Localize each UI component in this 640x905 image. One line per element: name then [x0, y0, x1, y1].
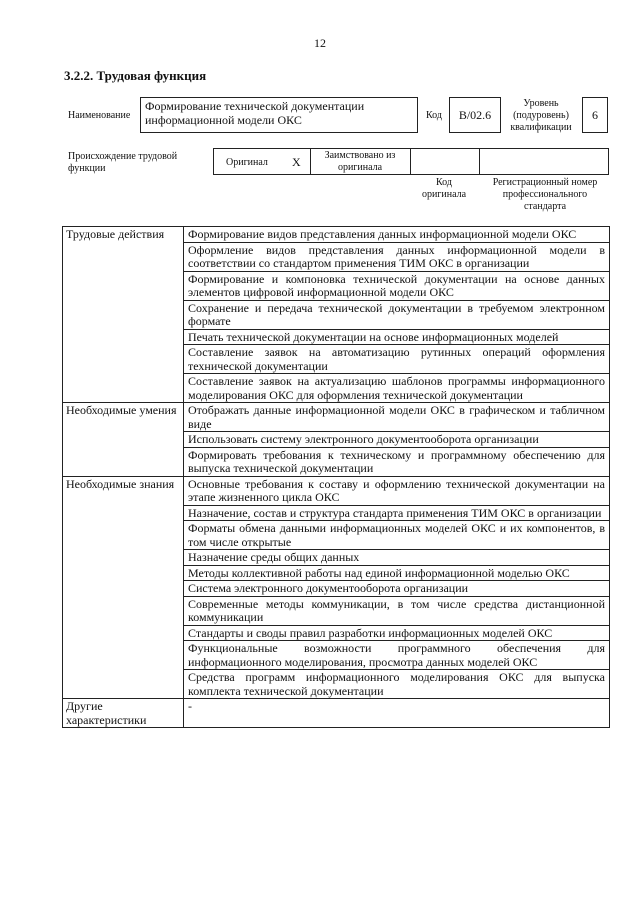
- code-label: Код: [426, 110, 442, 121]
- table-cell: Формирование видов представления данных информационной модели ОКС: [184, 227, 610, 243]
- table-cell: Назначение среды общих данных: [184, 550, 610, 566]
- table-row: [63, 476, 610, 505]
- origin-label: Происхождение трудовой функции: [68, 151, 178, 174]
- table-cell: Формирование и компоновка технической документации на основе данных элементов цифровой информационной модели ОКС: [184, 271, 610, 300]
- level-value: 6: [582, 97, 608, 133]
- name-value: Формирование технической документации информационной модели ОКС: [140, 97, 418, 133]
- page-number: 12: [314, 36, 326, 50]
- original-label: Оригинал: [226, 157, 268, 168]
- table-cell: Печать технической документации на основе информационных моделей: [184, 329, 610, 345]
- table-cell: Методы коллективной работы над единой информационной моделью ОКС: [184, 565, 610, 581]
- origin-box: [213, 148, 609, 175]
- borrowed-label: Заимствовано из оригинала: [324, 150, 396, 173]
- table-cell: Формировать требования к техническому и программному обеспечению для выпуска технической документации: [184, 447, 610, 476]
- divider: [410, 149, 411, 174]
- code-caption: Код оригинала: [421, 177, 467, 200]
- table-row: [63, 403, 610, 432]
- table-cell: -: [184, 699, 610, 728]
- original-mark: X: [292, 155, 301, 169]
- table-cell: Основные требования к составу и оформлению технической документации на этапе жизненного цикла ОКС: [184, 476, 610, 505]
- table-cell: Составление заявок на автоматизацию рутинных операций оформления технической документации: [184, 345, 610, 374]
- table-cell: Сохранение и передача технической документации в требуемом электронном формате: [184, 300, 610, 329]
- table-cell: Использовать систему электронного документооборота организации: [184, 432, 610, 448]
- table-row: [63, 227, 610, 243]
- section-title: Необходимые умения: [63, 403, 184, 477]
- table-cell: Средства программ информационного моделирования ОКС для выпуска комплекта технической документации: [184, 670, 610, 699]
- table-cell: Составление заявок на актуализацию шаблонов программы информационного моделирования ОКС для оформления технической документации: [184, 374, 610, 403]
- table-row: [63, 699, 610, 728]
- level-label: Уровень (подуровень) квалификации: [510, 98, 572, 133]
- name-label: Наименование: [68, 110, 131, 121]
- section-title: Необходимые знания: [63, 476, 184, 699]
- table-cell: Назначение, состав и структура стандарта применения ТИМ ОКС в организации: [184, 505, 610, 521]
- table-cell: Оформление видов представления данных информационной модели в соответствии со стандартом применения ТИМ ОКС в организации: [184, 242, 610, 271]
- reg-caption: Регистрационный номер профессионального стандарта: [492, 177, 598, 212]
- divider: [310, 149, 311, 174]
- table-cell: Современные методы коммуникации, в том числе средства дистанционной коммуникации: [184, 596, 610, 625]
- section-title: Трудовые действия: [63, 227, 184, 403]
- code-value: B/02.6: [449, 97, 501, 133]
- functions-table: [62, 226, 610, 728]
- divider: [479, 149, 480, 174]
- section-title: Другие характеристики: [63, 699, 184, 728]
- table-cell: Форматы обмена данными информационных моделей ОКС и их компонентов, в том числе открытые: [184, 521, 610, 550]
- table-cell: Отображать данные информационной модели ОКС в графическом и табличном виде: [184, 403, 610, 432]
- table-cell: Функциональные возможности программного обеспечения для информационного моделирования, просмотра данных моделей ОКС: [184, 641, 610, 670]
- table-cell: Система электронного документооборота организации: [184, 581, 610, 597]
- table-cell: Стандарты и своды правил разработки информационных моделей ОКС: [184, 625, 610, 641]
- section-heading: 3.2.2. Трудовая функция: [64, 68, 207, 83]
